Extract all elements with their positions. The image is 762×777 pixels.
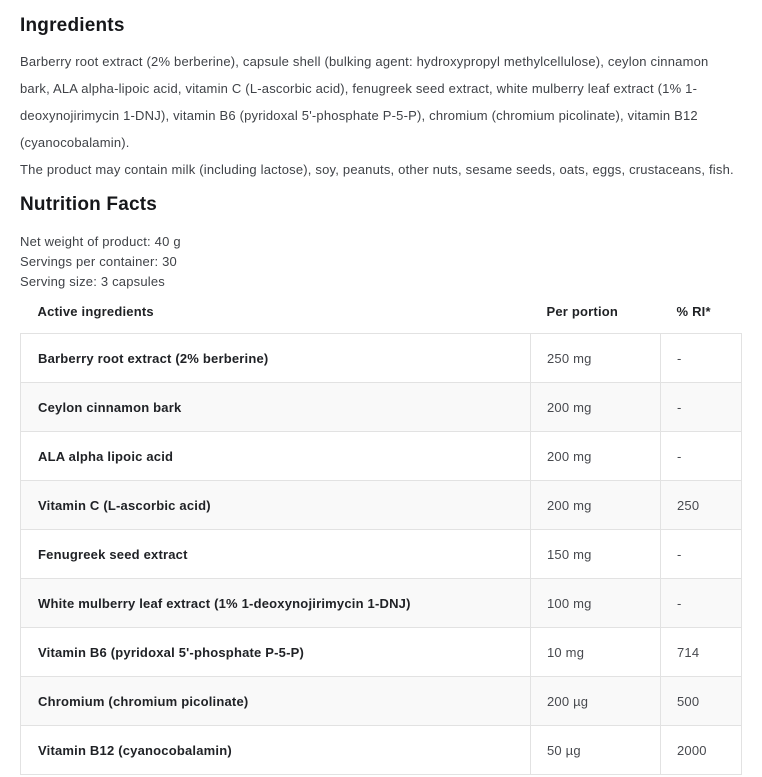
ingredient-name-cell: Vitamin B6 (pyridoxal 5'-phosphate P-5-P) <box>21 628 531 677</box>
ingredient-name-cell: Barberry root extract (2% berberine) <box>21 334 531 383</box>
table-row <box>21 579 742 628</box>
per-portion-cell: 150 mg <box>531 530 661 579</box>
column-header-active-ingredients: Active ingredients <box>21 292 531 334</box>
ingredient-name-cell: White mulberry leaf extract (1% 1-deoxynojirimycin 1-DNJ) <box>21 579 531 628</box>
nutrition-facts-section <box>20 192 742 775</box>
per-portion-cell: 50 µg <box>531 726 661 775</box>
table-row <box>21 481 742 530</box>
ingredient-name-cell: ALA alpha lipoic acid <box>21 432 531 481</box>
table-body <box>21 334 742 775</box>
per-portion-cell: 200 µg <box>531 677 661 726</box>
per-portion-cell: 10 mg <box>531 628 661 677</box>
per-portion-cell: 200 mg <box>531 481 661 530</box>
ingredient-name-cell: Vitamin B12 (cyanocobalamin) <box>21 726 531 775</box>
column-header-per-portion: Per portion <box>531 292 661 334</box>
table-row <box>21 628 742 677</box>
ingredient-name-cell: Ceylon cinnamon bark <box>21 383 531 432</box>
ri-cell: - <box>661 383 742 432</box>
ri-cell: - <box>661 432 742 481</box>
ingredients-title: Ingredients <box>20 15 125 36</box>
ingredient-name-cell: Vitamin C (L-ascorbic acid) <box>21 481 531 530</box>
ri-cell: - <box>661 579 742 628</box>
table-row <box>21 432 742 481</box>
servings-per-container-line: Servings per container: 30 <box>20 254 177 269</box>
table-row <box>21 677 742 726</box>
table-row <box>21 530 742 579</box>
serving-info-block <box>20 232 742 292</box>
table-row <box>21 383 742 432</box>
ri-cell: 2000 <box>661 726 742 775</box>
ingredients-section <box>20 13 742 183</box>
per-portion-cell: 200 mg <box>531 383 661 432</box>
per-portion-cell: 250 mg <box>531 334 661 383</box>
ri-cell: 500 <box>661 677 742 726</box>
per-portion-cell: 200 mg <box>531 432 661 481</box>
table-header-row <box>21 292 742 334</box>
active-ingredients-table <box>20 292 742 775</box>
ri-cell: - <box>661 530 742 579</box>
ri-cell: 714 <box>661 628 742 677</box>
table-row <box>21 334 742 383</box>
net-weight-line: Net weight of product: 40 g <box>20 234 181 249</box>
per-portion-cell: 100 mg <box>531 579 661 628</box>
nutrition-facts-title: Nutrition Facts <box>20 194 158 215</box>
table-row <box>21 726 742 775</box>
ingredient-name-cell: Fenugreek seed extract <box>21 530 531 579</box>
ri-cell: 250 <box>661 481 742 530</box>
allergen-note: The product may contain milk (including lactose), soy, peanuts, other nuts, sesame seeds, oats, eggs, crustaceans, fish. <box>20 162 734 177</box>
serving-size-line: Serving size: 3 capsules <box>20 274 165 289</box>
ri-cell: - <box>661 334 742 383</box>
column-header-ri: % RI* <box>661 292 742 334</box>
ingredients-description: Barberry root extract (2% berberine), capsule shell (bulking agent: hydroxypropyl methylcellulose), ceylon cinnamon bark, ALA alpha-lipoic acid, vitamin C (L-ascorbic acid), fenugreek seed extract, white mulberry leaf extract (1% 1-deoxynojirimycin 1-DNJ), vitamin B6 (pyridoxal 5'-phosphate P-5-P), chromium (chromium picolinate), vitamin B12 (cyanocobalamin). <box>20 54 709 150</box>
ingredient-name-cell: Chromium (chromium picolinate) <box>21 677 531 726</box>
